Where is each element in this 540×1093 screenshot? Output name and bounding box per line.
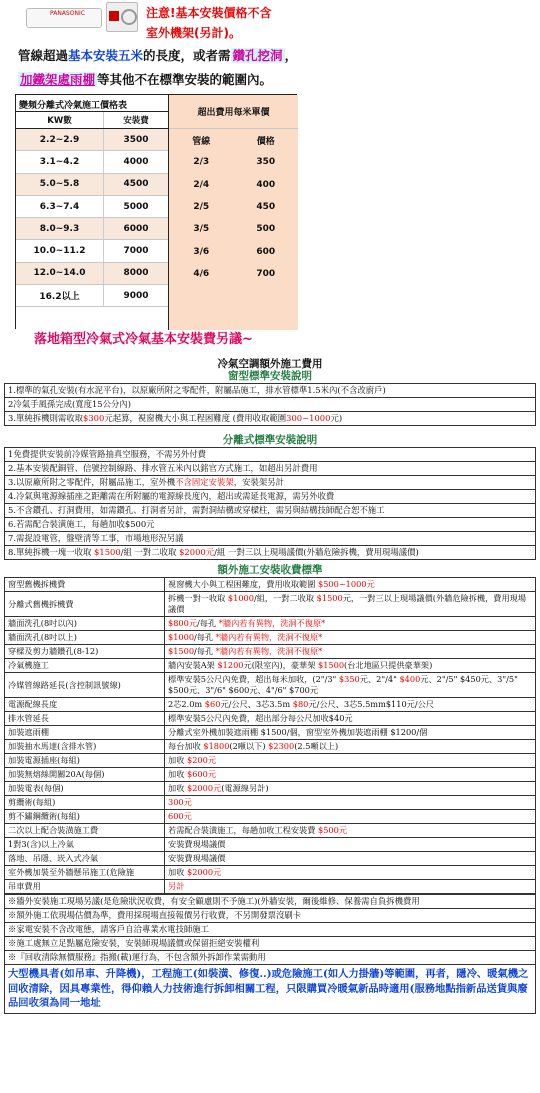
text-part: /每孔 <box>194 632 216 642</box>
price-notice-line1: 注意!基本安裝價格不含 <box>146 6 272 20</box>
extra-fee-row <box>169 218 298 240</box>
fee-label: 窗型舊機拆機費 <box>5 578 165 592</box>
rate-kw: 10.0~11.2 <box>16 240 104 261</box>
fee-detail <box>165 698 536 712</box>
text-part: *牆內若有異物，洗洞不復原* <box>218 618 326 628</box>
text-part: $2300 <box>268 741 295 751</box>
rule-row <box>5 462 536 476</box>
rule-row <box>5 532 536 546</box>
text-part: 300~1000 <box>286 413 331 423</box>
rate-table-left <box>16 95 168 330</box>
fee-label: 分離式舊機拆機費 <box>5 592 165 617</box>
rate-fee: 6000 <box>123 223 149 234</box>
text-part: $1800 <box>203 741 230 751</box>
rate-row <box>16 285 168 307</box>
pipe-length-note: 管線超過基本安裝五米的長度，或者需 鑽孔挖洞 ， <box>18 48 298 63</box>
fee-label: 室外機加裝至外牆懸吊施工(危險施 <box>5 866 165 880</box>
rule-row <box>5 384 536 398</box>
fee-detail <box>165 740 536 754</box>
text-part: 視窗機大小與工程困難度，費用收取範圍 <box>168 579 318 589</box>
text-part: 2.基本安裝配銅管、信號控制線路、排水管五米內以銘官方式施工，如超出另計費用 <box>8 463 318 473</box>
pipe-price: 500 <box>256 224 276 235</box>
rule-text <box>5 462 536 476</box>
text-part: $2000元 <box>186 867 222 877</box>
pipe-price: 450 <box>256 202 276 213</box>
extra-fee-row <box>169 129 298 151</box>
note-row <box>5 895 536 909</box>
extra-fees-section <box>4 356 536 1014</box>
text-part: 2芯2.0m <box>168 699 205 709</box>
fee-row <box>5 578 536 592</box>
text-part: $1000 <box>227 593 254 603</box>
text-part: 不含固定安裝架 <box>175 477 234 487</box>
rate-fee: 4000 <box>123 156 149 167</box>
rate-kw: 8.0~9.3 <box>16 218 104 239</box>
text-part: $2000元 <box>186 783 222 793</box>
rate-row <box>16 151 168 173</box>
rule-row <box>5 412 536 426</box>
fee-detail <box>165 824 536 838</box>
aircon-brand-logo: PANASONIC <box>50 10 85 17</box>
text-part: $1500 <box>168 646 195 656</box>
fee-label: 1對3(含)以上冷氣 <box>5 838 165 852</box>
text-part: $300 <box>83 413 105 423</box>
text-part: 加收 <box>168 769 187 779</box>
fee-detail <box>165 645 536 659</box>
text-part: 加收 <box>168 867 187 877</box>
rate-fee: 7000 <box>123 246 149 257</box>
fee-row <box>5 631 536 645</box>
fee-detail <box>165 866 536 880</box>
text-part: 元/公尺、3芯3.5m <box>220 699 293 709</box>
rate-kw: 16.2以上 <box>16 285 104 306</box>
fee-detail <box>165 754 536 768</box>
text-part: 元(限室內)，豪華架 <box>243 660 318 670</box>
rule-row <box>5 518 536 532</box>
rate-fee: 3500 <box>123 134 149 145</box>
text-part: $1500 <box>316 593 343 603</box>
pipe-size: 4/6 <box>193 268 210 279</box>
text-part: /每孔 <box>197 618 219 628</box>
rule-text <box>5 490 536 504</box>
text-part: 牆內安裝A架 <box>168 660 218 670</box>
fee-label: 吊車費用 <box>5 880 165 894</box>
window-install-title: 窗型標準安裝說明 <box>228 370 312 382</box>
note-text: ※額外施工依現場估價為準，費用採現場直接報價另行收費，不另開發票沒刷卡 <box>5 909 536 923</box>
extra-fees-table <box>4 577 536 894</box>
text-part: $400 <box>399 674 421 684</box>
notes-table <box>4 894 536 965</box>
text-part: 標準安裝5公尺內免費，超出部分每公尺加收$40元 <box>168 713 353 723</box>
pipe-size: 3/6 <box>193 246 210 257</box>
text-part: (台北地區只提供豪華架) <box>344 660 433 670</box>
text-part: 加收 <box>168 783 187 793</box>
fee-label: 剪不鏽鋼纜術(每組) <box>5 810 165 824</box>
extra-fee-title: 超出費用每米單價 <box>169 95 298 129</box>
fee-detail <box>165 782 536 796</box>
text-part: 6.若需配合裝潢施工，每趟加收$500元 <box>8 519 155 529</box>
fee-detail <box>165 617 536 631</box>
fee-label: 加裝抽水馬達(含排水管) <box>5 740 165 754</box>
fee-detail <box>165 673 536 698</box>
fee-detail <box>165 578 536 592</box>
text-part: /組，一對二收取 <box>253 593 317 603</box>
rule-row <box>5 546 536 560</box>
fee-row <box>5 592 536 617</box>
fee-label: 冷媒管線路延長(含控制訊號線) <box>5 673 165 698</box>
extra-fee-row <box>169 151 298 173</box>
text-part: $800元 <box>168 618 198 628</box>
aircon-outdoor-unit-image <box>106 2 138 32</box>
col-kw: KW數 <box>16 112 104 128</box>
rule-text <box>5 398 536 412</box>
fee-row <box>5 824 536 838</box>
fee-label: 二次以上配合裝潢施工費 <box>5 824 165 838</box>
text-part: 元起算，視窗機大小與工程困難度 (費用收取範圍 <box>104 413 287 423</box>
fee-row <box>5 673 536 698</box>
fee-label: 加裝遮雨棚 <box>5 726 165 740</box>
text-part: 元、2"/4" <box>359 674 400 684</box>
text-part: 600元 <box>168 811 192 821</box>
fee-label: 電源配線長度 <box>5 698 165 712</box>
fee-detail <box>165 631 536 645</box>
text-part: 2冷氣手風孫完成(寬度15公分內) <box>8 399 132 409</box>
text-part: 元) <box>330 413 343 423</box>
rate-kw: 6.3~7.4 <box>16 196 104 217</box>
rate-table-title: 變頻分離式冷氣施工價格表 <box>16 95 168 112</box>
text-part: 若需配合裝潢施工，每趟加收工程安裝費 <box>168 825 318 835</box>
rule-row <box>5 448 536 462</box>
window-rules-table <box>4 383 536 426</box>
promo-header <box>0 0 540 345</box>
fee-detail <box>165 712 536 726</box>
extra-fee-row <box>169 263 298 285</box>
note-text: ※『回收清除無價服務』指搬(載)運行為，不包含額外拆卸作業需動用 <box>5 951 536 965</box>
rule-text <box>5 546 536 560</box>
extra-fee-row <box>169 240 298 262</box>
fee-label: 牆面洗孔(8吋以內) <box>5 617 165 631</box>
rate-row <box>16 196 168 218</box>
text-part: 拆機一對一收取 <box>168 593 228 603</box>
text-part: 1.標準的氣孔安裝(有水泥平台)，以原廠所附之零配件，附屬品施工，排水管標準1.5米內(不含改廚戶) <box>8 385 386 395</box>
pipe-price: 600 <box>256 246 276 257</box>
text-part: 4.冷氣與電源線插座之距離需在所附屬的電源線長度內，超出或需延長電源，需另外收費 <box>8 491 335 501</box>
note-text: ※施工處無立足點屬危險安裝，安裝師現場議價或保留拒絕安裝權利 <box>5 937 536 951</box>
split-install-title: 分離式標準安裝說明 <box>222 434 318 446</box>
fee-row <box>5 754 536 768</box>
rule-text <box>5 518 536 532</box>
note-row <box>5 951 536 965</box>
text-part: 7.需捉設電管，盤壁清等工事，市場地形況另議 <box>8 533 184 543</box>
text-part: 安裝費現場議價 <box>168 839 226 849</box>
pipe-size: 2/3 <box>193 157 210 168</box>
text-part: $600元 <box>186 769 217 779</box>
pipe-price: 價格 <box>256 136 275 147</box>
text-part: /每孔 <box>194 646 216 656</box>
fee-label: 穿樑及剪力牆鑽孔(8-12) <box>5 645 165 659</box>
text-part: (2.5噸以上) <box>294 741 339 751</box>
text-part: 每台加收 <box>168 741 204 751</box>
fee-label: 加裝電源插座(每組) <box>5 754 165 768</box>
fee-detail <box>165 810 536 824</box>
fee-row <box>5 659 536 673</box>
fee-label: 加裝無熔絲開關20A(每個) <box>5 768 165 782</box>
text-part: 加收 <box>168 755 187 765</box>
fee-label: 排水管延長 <box>5 712 165 726</box>
text-part: $1500 <box>94 547 121 557</box>
text-part: 元/公尺、3芯5.5mm$110元/公尺 <box>308 699 434 709</box>
text-part: *牆內若有異物，洗洞不復原* <box>215 646 323 656</box>
text-part: $80 <box>292 699 309 709</box>
rule-text <box>5 504 536 518</box>
note-text: ※家電安裝不含改電態，請客戶自洽專業水電技師施工 <box>5 923 536 937</box>
rate-fee: 4500 <box>123 179 149 190</box>
rule-text <box>5 532 536 546</box>
extra-fee-row <box>169 174 298 196</box>
text-part: $1500 <box>318 660 345 670</box>
text-part: /組 一對二收取 <box>120 547 180 557</box>
note-row <box>5 909 536 923</box>
rule-text <box>5 412 536 426</box>
text-part: 元，一對三以上現場議價(外牆危險拆機，費用現場議價 <box>168 593 527 614</box>
text-part: 分離式室外機加裝遮雨棚 $1500/個，窗型室外機加裝遮雨棚 $1200/個 <box>168 727 428 737</box>
fee-row <box>5 698 536 712</box>
pipe-size: 管線 <box>192 136 211 147</box>
fee-row <box>5 617 536 631</box>
rate-row <box>16 263 168 285</box>
fee-row <box>5 796 536 810</box>
extra-work-note: 加鐵架處雨棚 等其他不在標準安裝的範圍內。 <box>20 72 273 87</box>
fee-row <box>5 838 536 852</box>
price-notice-line2: 室外機架(另計)。 <box>146 26 241 40</box>
pipe-size: 2/5 <box>193 202 210 213</box>
fee-row <box>5 740 536 754</box>
fee-detail <box>165 852 536 866</box>
fee-row <box>5 810 536 824</box>
text-part: (2噸以下) <box>229 741 269 751</box>
rate-fee: 5000 <box>123 201 149 212</box>
pipe-price: 700 <box>256 268 276 279</box>
rule-row <box>5 476 536 490</box>
text-part: 元、2"/5" $450元、3"/5" $500元、3"/6" $600元、4"/6" $700元 <box>168 674 518 695</box>
pipe-size: 3/5 <box>193 224 210 235</box>
note-row <box>5 923 536 937</box>
rate-table-head <box>16 112 168 129</box>
rule-text <box>5 384 536 398</box>
fee-row <box>5 852 536 866</box>
rule-text <box>5 476 536 490</box>
text-part: 5.不含鑽孔、打洞費用，如需鑽孔、打洞者另計，需對洞結構或穿樑柱，需另與結構技師配合恕不施工 <box>8 505 385 515</box>
rate-kw: 12.0~14.0 <box>16 263 104 284</box>
fee-label: 加裝電表(每個) <box>5 782 165 796</box>
rule-row <box>5 398 536 412</box>
fee-label: 落地、吊隱、崁入式冷氣 <box>5 852 165 866</box>
text-part: $1000 <box>168 632 195 642</box>
install-rate-table <box>15 94 297 329</box>
rate-kw: 5.0~5.8 <box>16 174 104 195</box>
fee-row <box>5 866 536 880</box>
text-part: $350 <box>338 674 360 684</box>
rule-text <box>5 448 536 462</box>
rate-row <box>16 218 168 240</box>
text-part: (電源線另計) <box>221 783 269 793</box>
fee-row <box>5 726 536 740</box>
split-rules-table <box>4 447 536 560</box>
fee-row <box>5 782 536 796</box>
text-part: 8.單純拆機一塊一收取 <box>8 547 95 557</box>
rate-row <box>16 240 168 262</box>
fee-detail <box>165 880 536 894</box>
rate-row <box>16 129 168 151</box>
text-part: $60 <box>204 699 221 709</box>
text-part: 另計 <box>168 881 185 891</box>
rate-kw: 3.1~4.2 <box>16 151 104 172</box>
text-part: 3.以原廠所附之零配件，附屬品施工，室外機 <box>8 477 176 487</box>
rate-row <box>16 174 168 196</box>
fee-label: 剪纜術(每組) <box>5 796 165 810</box>
text-part: $2000元 <box>179 547 215 557</box>
text-part: 標準安裝5公尺內免費，超出每米加收，(2"/3" <box>168 674 339 684</box>
text-part: $200元 <box>186 755 217 765</box>
text-part: 300元 <box>168 797 192 807</box>
extra-fee-row <box>169 196 298 218</box>
text-part: 3.單純拆機則需收取 <box>8 413 83 423</box>
text-part: $500~1000元 <box>317 579 375 589</box>
fee-detail <box>165 838 536 852</box>
text-part: *牆內若有異物，洗洞不復原* <box>215 632 323 642</box>
fee-detail <box>165 726 536 740</box>
fee-label: 牆面洗孔(8吋以上) <box>5 631 165 645</box>
fee-detail <box>165 659 536 673</box>
section-main-title: 冷氣空調額外施工費用 <box>217 358 323 370</box>
pipe-price: 400 <box>256 179 276 190</box>
rule-row <box>5 504 536 518</box>
extra-fees-title: 額外施工安裝收費標準 <box>217 564 323 576</box>
pipe-size: 2/4 <box>193 179 210 190</box>
rate-fee: 9000 <box>123 290 149 301</box>
note-row <box>5 937 536 951</box>
text-part: $500元 <box>317 825 348 835</box>
pipe-price: 350 <box>256 157 276 168</box>
floor-unit-note: 落地箱型冷氣式冷氣基本安裝費另議~ <box>34 332 253 347</box>
rate-fee: 8000 <box>123 268 149 279</box>
text-part: $1200 <box>217 660 244 670</box>
fee-row <box>5 880 536 894</box>
final-note: 大型機具者(如吊車、升降機)，工程施工(如裝潢、修復..)或危險施工(如人力掛牆)等範圍，再者，隱冷、暖氣機之回收清除，因具專業性，得仰賴人力技術進行拆卸相關工程，只限購買冷暖氣新品時適用(服務地點指新品送貨與廢品回收須為同一地址 <box>4 965 536 1014</box>
fee-detail <box>165 592 536 617</box>
fee-detail <box>165 796 536 810</box>
text-part: 安裝費現場議價 <box>168 853 226 863</box>
text-part: 1免費提供安裝前冷媒管路抽真空服務，不需另外付費 <box>8 449 206 459</box>
fee-detail <box>165 768 536 782</box>
rate-kw: 2.2~2.9 <box>16 129 104 150</box>
rate-table-right <box>168 95 298 330</box>
text-part: ，安裝架另計 <box>233 477 284 487</box>
col-fee: 安裝費 <box>123 116 149 126</box>
note-text: ※牆外安裝施工現場另議(是危險狀況收費，有安全顧慮則不予施工)(外牆安裝，爾後維修、保養需自負拆機費用 <box>5 895 536 909</box>
text-part: /組 一對三以上現場議價(外牆危險拆機，費用現場議價) <box>214 547 419 557</box>
fee-row <box>5 712 536 726</box>
fee-row <box>5 645 536 659</box>
fee-label: 冷氣機施工 <box>5 659 165 673</box>
fee-row <box>5 768 536 782</box>
rule-row <box>5 490 536 504</box>
